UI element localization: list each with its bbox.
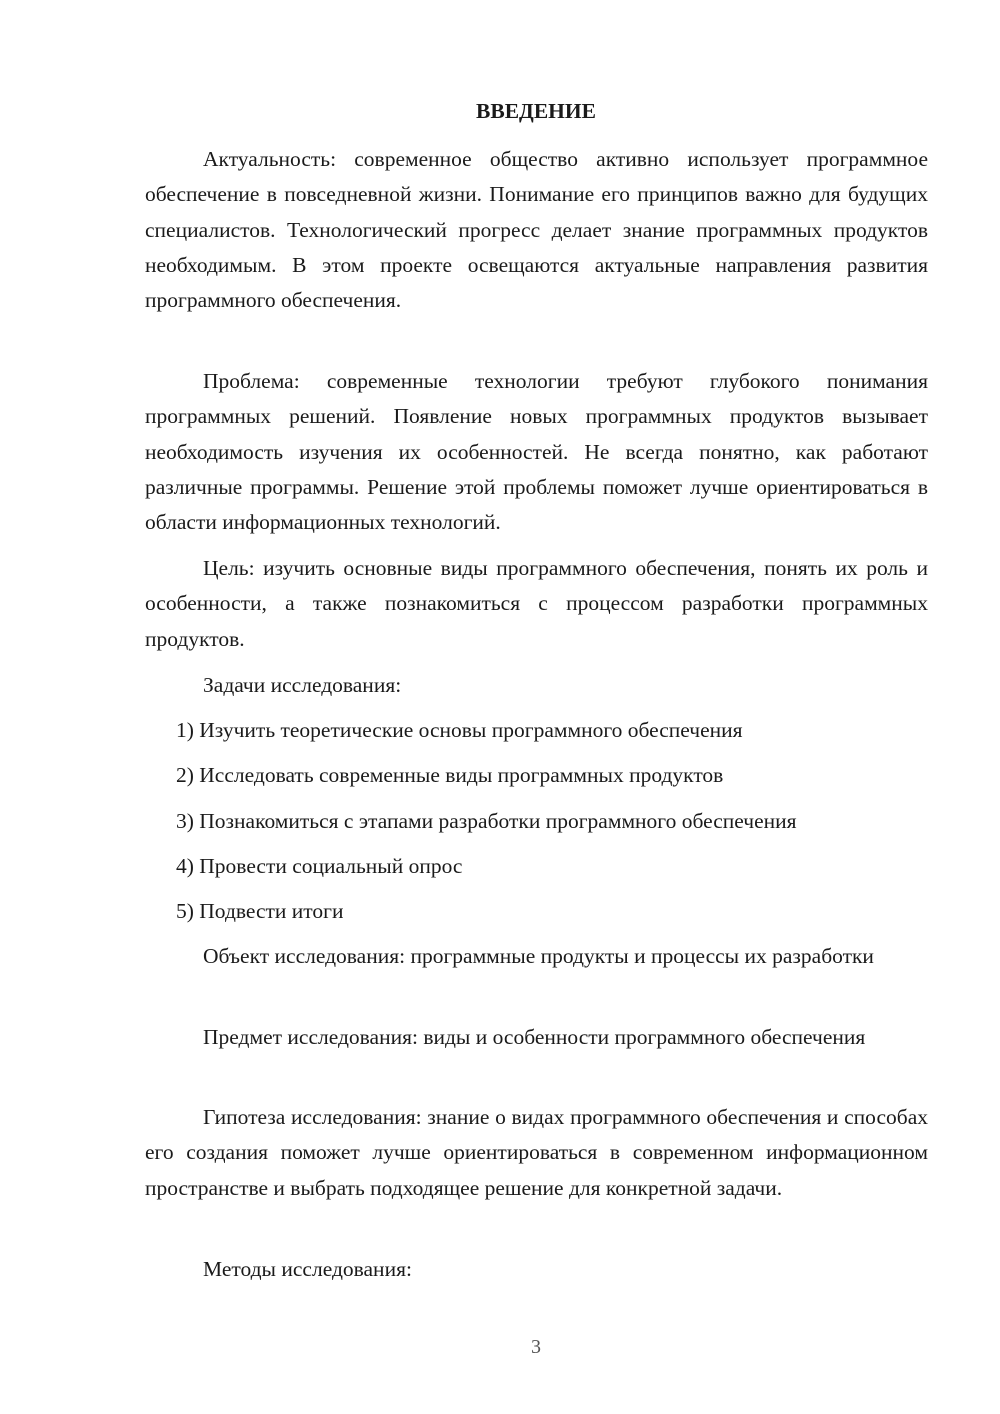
task-item-2: 2) Исследовать современные виды программных продуктов — [176, 763, 724, 787]
page-number: 3 — [531, 1336, 541, 1358]
page-title: ВВЕДЕНИЕ — [476, 99, 596, 123]
paragraph-subject: Предмет исследования: виды и особенности программного обеспечения — [203, 1025, 866, 1049]
paragraph-problem: Проблема: современные технологии требуют глубокого понимания программных решений. Появление новых программных продуктов вызывает необходимость изучения их особенностей. Не всегда понятно, как работают различные программы. Решение этой проблемы поможет лучше ориентироваться в области информационных технологий. — [145, 369, 928, 535]
task-item-5: 5) Подвести итоги — [176, 899, 344, 923]
paragraph-relevance: Актуальность: современное общество активно использует программное обеспечение в повседневной жизни. Понимание его принципов важно для будущих специалистов. Технологический прогресс делает знание программных продуктов необходимым. В этом проекте освещаются актуальные направления развития программного обеспечения. — [145, 147, 928, 313]
tasks-heading: Задачи исследования: — [203, 673, 402, 697]
task-item-3: 3) Познакомиться с этапами разработки программного обеспечения — [176, 809, 797, 833]
paragraph-hypothesis: Гипотеза исследования: знание о видах программного обеспечения и способах его создания поможет лучше ориентироваться в современном информационном пространстве и выбрать подходящее решение для конкретной задачи. — [145, 1105, 928, 1200]
paragraph-goal: Цель: изучить основные виды программного обеспечения, понять их роль и особенности, а также познакомиться с процессом разработки программных продуктов. — [145, 556, 928, 651]
task-item-4: 4) Провести социальный опрос — [176, 854, 463, 878]
methods-heading: Методы исследования: — [203, 1257, 412, 1281]
task-item-1: 1) Изучить теоретические основы программного обеспечения — [176, 718, 743, 742]
paragraph-object: Объект исследования: программные продукты и процессы их разработки — [203, 944, 874, 968]
